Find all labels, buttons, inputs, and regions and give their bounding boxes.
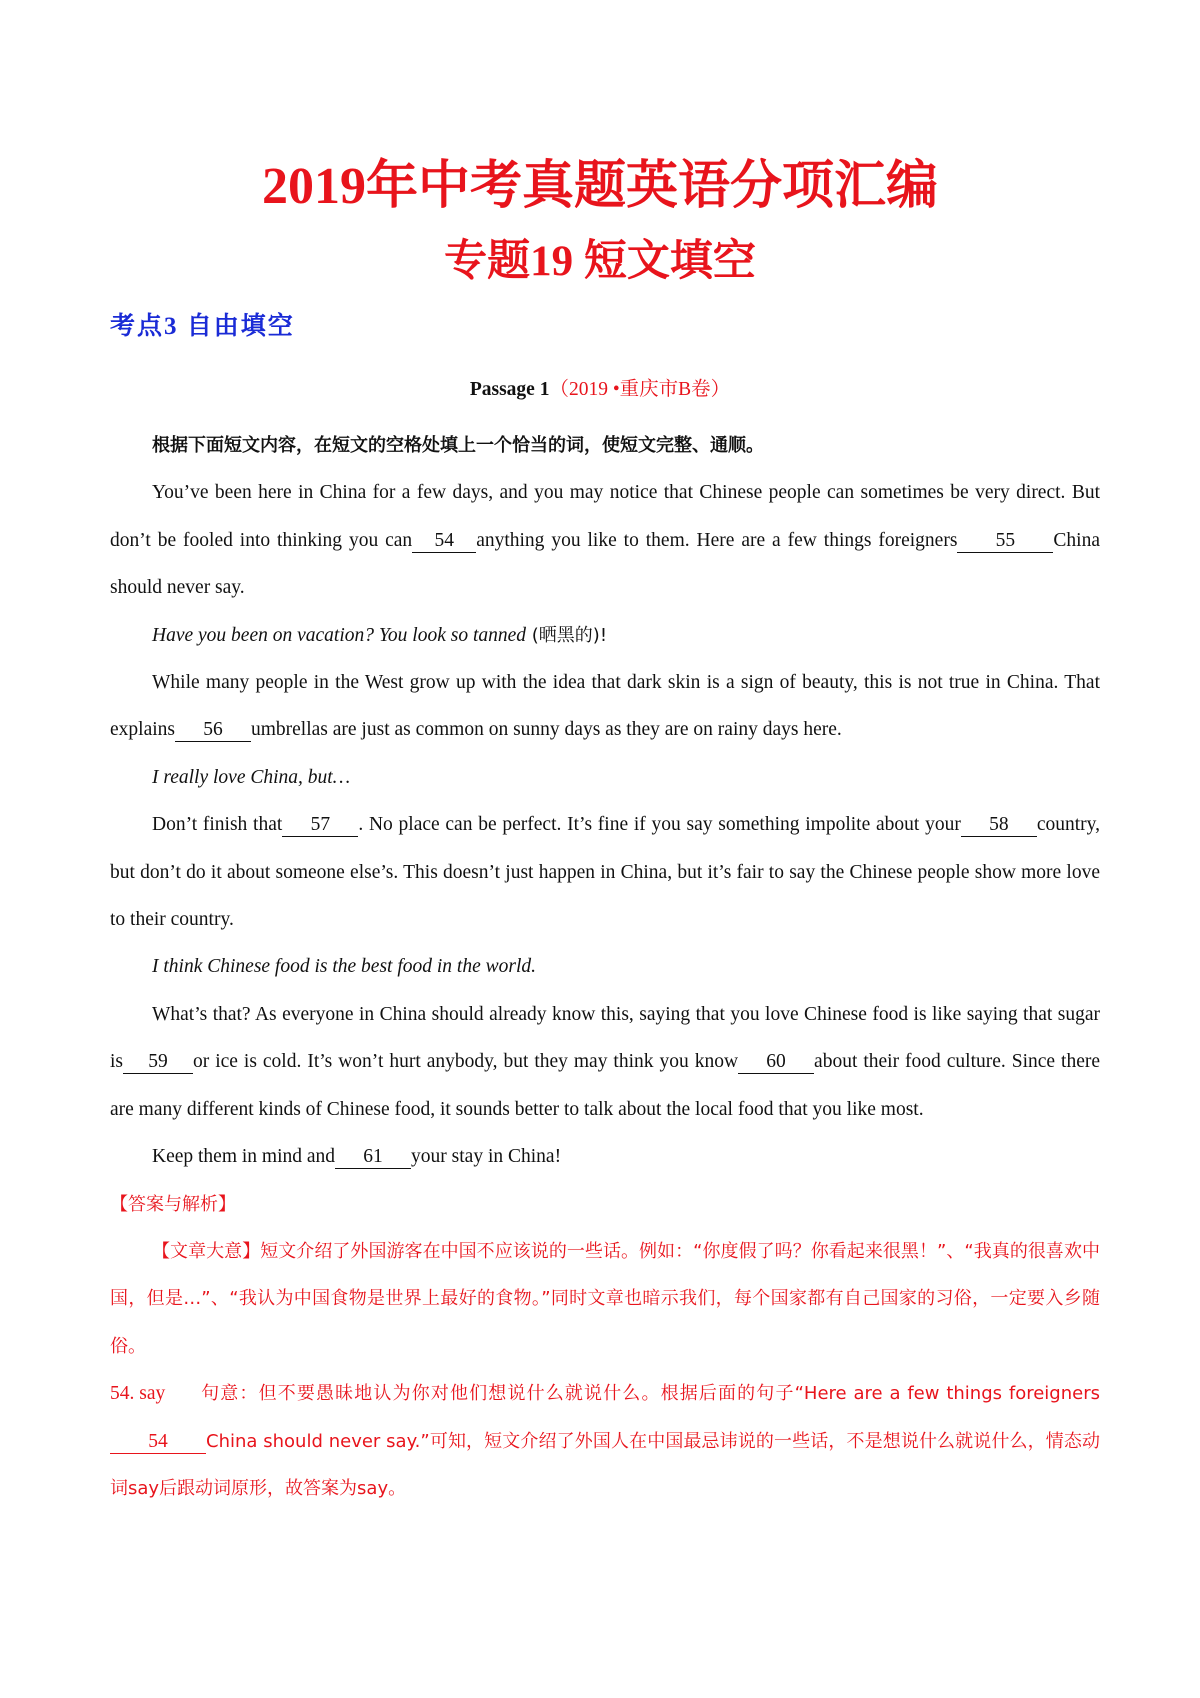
p4-text-c: about their food culture. Since there are many different kinds of Chinese food, it sounds better to talk about the local food that you like most.	[110, 1051, 1101, 1120]
blank-55: 55	[957, 530, 1053, 553]
p2-text-b: umbrellas are just as common on sunny days as they are on rainy days here.	[250, 719, 842, 741]
document-title: 2019年中考真题英语分项汇编	[261, 158, 938, 215]
passage-heading-3	[110, 943, 1100, 990]
heading-3-text: I think Chinese food is the best food in the world.	[152, 956, 537, 978]
p5-text-a: Keep them in mind and	[152, 1146, 336, 1168]
p1-text-b: anything you like to them. Here are a few things foreigners	[476, 529, 958, 551]
blank-59: 59	[123, 1051, 193, 1074]
passage-heading-2	[110, 754, 1100, 801]
answer-item-54	[110, 1370, 1100, 1512]
heading-1-gloss: (晒黑的)!	[526, 624, 608, 646]
section-heading: 考点3 自由填空	[110, 313, 295, 340]
p4-text-a: What’s that? As everyone in China should already know this, saying that you love Chinese food is like saying that sugar is	[110, 1003, 1100, 1073]
blank-57: 57	[282, 814, 358, 837]
passage-source: （2019 •重庆市B卷）	[549, 379, 731, 400]
p3-text-c: country, but don’t do it about someone else’s. This doesn’t just happen in China, but it’s fair to say the Chinese people show more love to their country.	[110, 814, 1100, 931]
passage-heading-1	[110, 612, 1100, 659]
p3-text-a: Don’t finish that	[152, 814, 283, 836]
document-subtitle: 专题19 短文填空	[444, 238, 756, 285]
blank-61: 61	[335, 1146, 411, 1169]
answer-heading: 【答案与解析】	[110, 1193, 236, 1215]
p5-text-b: your stay in China!	[411, 1146, 562, 1168]
answer-item-54-blank: 54	[110, 1431, 206, 1454]
blank-60: 60	[738, 1051, 814, 1074]
p1-text-a: You’ve been here in China for a few days, and you may notice that Chinese people can sometimes be very direct. But don’t be fooled into thinking you can	[110, 482, 1100, 551]
passage-paragraph-5	[110, 1133, 1100, 1180]
answer-item-54-text-b: China should never say.”可知，短文介绍了外国人在中国最忌讳说的一些话，不是想说什么就说什么，情态动词say后跟动词原形，故答案为say。	[110, 1430, 1100, 1499]
answer-summary: 【文章大意】短文介绍了外国游客在中国不应该说的一些话。例如：“你度假了吗？你看起来很黑！”、“我真的很喜欢中国，但是…”、“我认为中国食物是世界上最好的食物。”同时文章也暗示我们，每个国家都有自己国家的习俗，一定要入乡随俗。	[110, 1240, 1100, 1357]
answer-section	[110, 1228, 1100, 1512]
heading-1-text: Have you been on vacation? You look so tanned	[152, 624, 527, 646]
p3-text-b: . No place can be perfect. It’s fine if you say something impolite about your	[358, 814, 961, 836]
p2-text-a: While many people in the West grow up with the idea that dark skin is a sign of beauty, this is not true in China. That explains	[110, 672, 1100, 741]
heading-2-text: I really love China, but…	[152, 766, 351, 788]
passage-title	[0, 376, 1200, 404]
p4-text-b: or ice is cold. It’s won’t hurt anybody, but they may think you know	[193, 1051, 739, 1073]
p1-text-c: China should never say.	[110, 529, 1101, 599]
blank-54: 54	[412, 530, 476, 553]
passage-paragraph-1	[110, 469, 1100, 611]
answer-item-54-text-a: 句意：但不要愚昧地认为你对他们想说什么就说什么。根据后面的句子“Here are a few things foreigners	[200, 1383, 1100, 1405]
passage-paragraph-4	[110, 991, 1100, 1133]
answer-item-54-num: 54. say	[110, 1383, 166, 1405]
blank-56: 56	[175, 719, 251, 742]
passage-instruction: 根据下面短文内容，在短文的空格处填上一个恰当的词，使短文完整、通顺。	[152, 435, 764, 456]
passage-paragraph-2	[110, 659, 1100, 754]
passage-paragraph-3	[110, 801, 1100, 943]
blank-58: 58	[961, 814, 1037, 837]
passage-body	[110, 422, 1100, 1512]
passage-label: Passage 1	[469, 379, 550, 400]
